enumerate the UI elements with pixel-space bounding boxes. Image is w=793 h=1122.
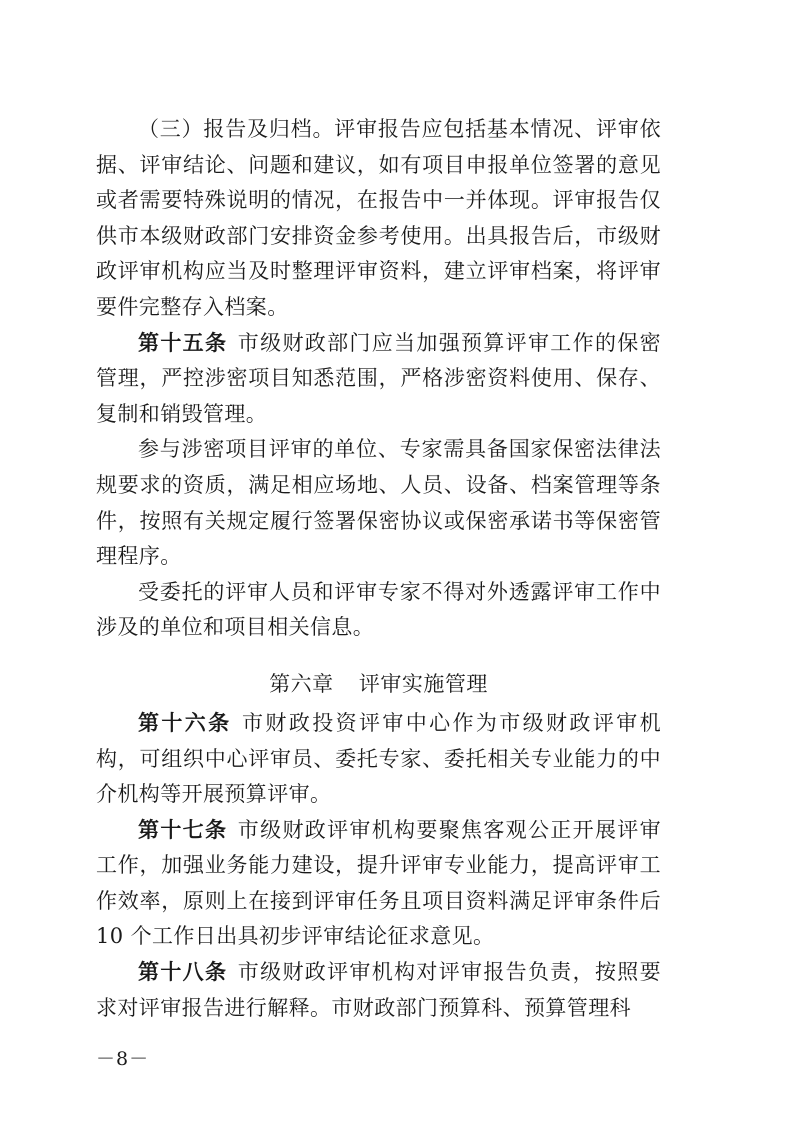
- paragraph-no-disclosure: [96, 575, 661, 646]
- article-18-heading: 第十八条: [138, 960, 228, 985]
- article-16-heading: 第十六条: [138, 710, 232, 735]
- chapter-heading: [96, 664, 661, 704]
- page-number: －8－: [96, 1048, 150, 1070]
- article-17-heading: 第十七条: [138, 817, 228, 842]
- chapter-title: 评审实施管理: [358, 671, 488, 696]
- paragraph-text: （三）报告及归档。评审报告应包括基本情况、评审依据、评审结论、问题和建议，如有项目申报单位签署的意见或者需要特殊说明的情况，在报告中一并体现。评审报告仅供市本级财政部门安排资金参考使用。出具报告后，市级财政评审机构应当及时整理评审资料，建立评审档案，将评审要件完整存入档案。: [96, 117, 661, 319]
- paragraph-text: 受委托的评审人员和评审专家不得对外透露评审工作中涉及的单位和项目相关信息。: [96, 579, 661, 640]
- article-18-text: 市级财政评审机构对评审报告负责，按照要求对评审报告进行解释。市财政部门预算科、预算管理科: [96, 960, 661, 1020]
- article-18-paragraph: [96, 955, 661, 1026]
- paragraph-confidentiality-qualifications: [96, 432, 661, 574]
- article-15-paragraph: [96, 326, 661, 433]
- paragraph-report-archive: [96, 112, 661, 326]
- article-16-paragraph: [96, 706, 661, 813]
- article-17-text: 市级财政评审机构要聚焦客观公正开展评审工作，加强业务能力建设，提升评审专业能力，提高评审工作效率，原则上在接到评审任务且项目资料满足评审条件后 10 个工作日出具初步评审结论征求意见。: [96, 817, 661, 949]
- article-15-heading: 第十五条: [138, 330, 228, 355]
- article-15-text: 市级财政部门应当加强预算评审工作的保密管理，严控涉密项目知悉范围，严格涉密资料使用、保存、复制和销毁管理。: [96, 330, 661, 426]
- article-17-paragraph: [96, 813, 661, 955]
- chapter-number: 第六章: [269, 671, 334, 696]
- article-16-text: 市财政投资评审中心作为市级财政评审机构，可组织中心评审员、委托专家、委托相关专业能力的中介机构等开展预算评审。: [96, 710, 661, 807]
- paragraph-text: 参与涉密项目评审的单位、专家需具备国家保密法律法规要求的资质，满足相应场地、人员、设备、档案管理等条件，按照有关规定履行签署保密协议或保密承诺书等保密管理程序。: [96, 437, 661, 569]
- document-body: [96, 112, 661, 1026]
